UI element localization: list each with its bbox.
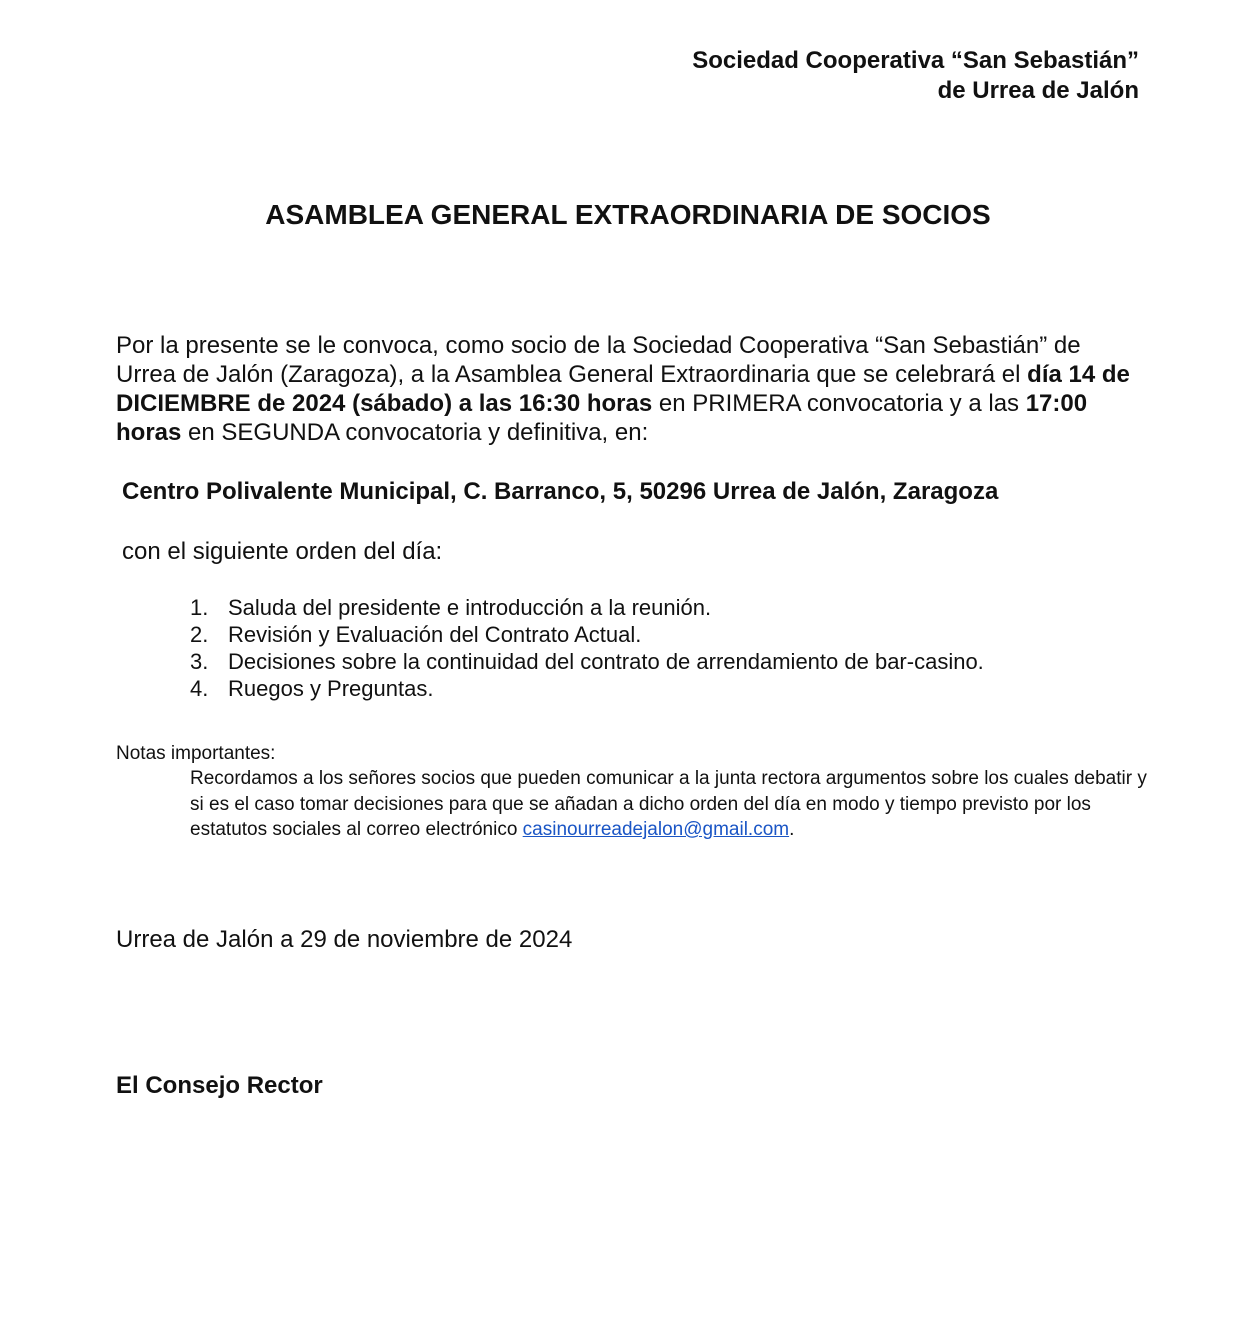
intro-text-1: Por la presente se le convoca, como socio de la Sociedad Cooperativa “San Sebastián” de Urrea de Jalón (Zaragoza), a la Asamblea General Extraordinaria que se celebrará el [116,332,1081,388]
agenda-item-text: Saluda del presidente e introducción a la reunión. [228,595,712,620]
header-line-2: de Urrea de Jalón [937,77,1139,104]
agenda-item-text: Revisión y Evaluación del Contrato Actual. [228,622,642,647]
agenda-list [190,594,984,702]
agenda-item-text: Decisiones sobre la continuidad del contrato de arrendamiento de bar-casino. [228,649,984,674]
agenda-intro: con el siguiente orden del día: [122,538,443,565]
meeting-time-second-call: 17:00 horas [116,390,1088,446]
page-title: ASAMBLEA GENERAL EXTRAORDINARIA DE SOCIOS [265,199,991,230]
signature: El Consejo Rector [116,1072,323,1099]
email-link[interactable]: casinourreadejalon@gmail.com [522,819,790,840]
meeting-date-first-call: día 14 de DICIEMBRE de 2024 (sábado) a las 16:30 horas [116,361,1130,417]
agenda-item [190,648,984,675]
agenda-item-number: 3. [190,649,209,674]
intro-text-2: en PRIMERA convocatoria y a las [652,390,1026,417]
notes-body [190,766,1150,843]
intro-paragraph [116,331,1146,447]
agenda-item-text: Ruegos y Preguntas. [228,676,434,701]
agenda-item-number: 4. [190,676,209,701]
agenda-item-number: 1. [190,595,209,620]
notes-title: Notas importantes: [116,743,276,764]
document-date: Urrea de Jalón a 29 de noviembre de 2024 [116,926,573,953]
cooperative-header [692,46,1139,106]
agenda-item-number: 2. [190,622,209,647]
intro-text-3: en SEGUNDA convocatoria y definitiva, en: [181,419,649,446]
venue-address: Centro Polivalente Municipal, C. Barranco, 5, 50296 Urrea de Jalón, Zaragoza [122,478,999,505]
notes-text: Recordamos a los señores socios que pueden comunicar a la junta rectora argumentos sobre los cuales debatir y si es el caso tomar decisiones para que se añadan a dicho orden del día en modo y tiempo previsto por los estatutos sociales al correo electrónico [190,768,1147,840]
header-line-1: Sociedad Cooperativa “San Sebastián” [692,47,1139,74]
agenda-item [190,621,984,648]
notes-end: . [789,819,795,840]
agenda-item [190,594,984,621]
agenda-item [190,675,984,702]
